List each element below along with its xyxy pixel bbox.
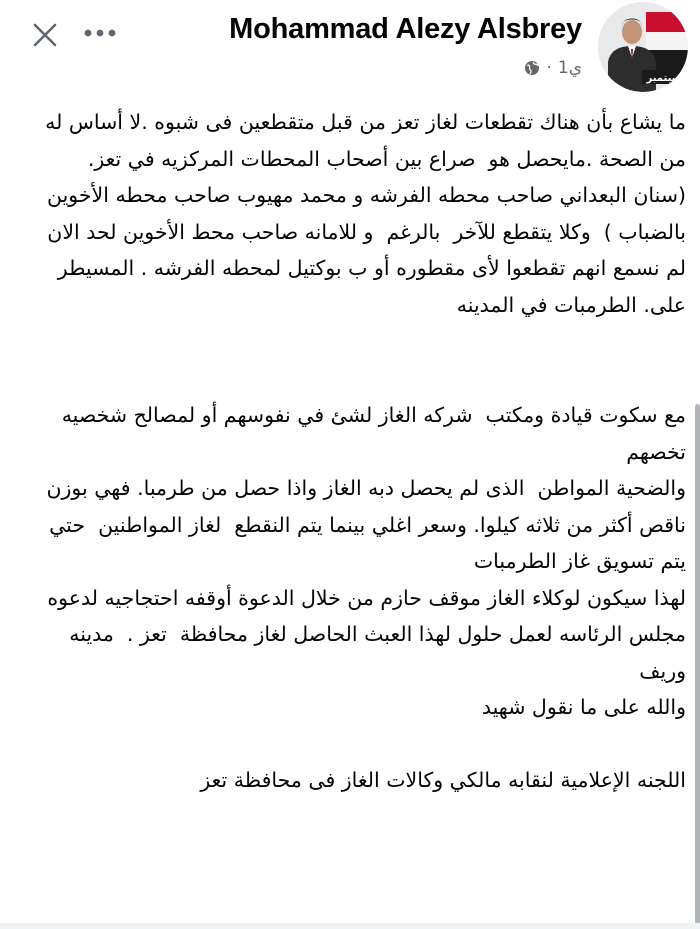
avatar-caption: سبتمبر (646, 73, 682, 84)
meta-separator: · (546, 58, 552, 78)
paragraph-spacer (30, 726, 686, 762)
post-text (30, 104, 686, 798)
avatar[interactable] (598, 2, 688, 92)
bottom-divider (0, 923, 700, 929)
post-signature: اللجنه الإعلامية لنقابه مالكي وكالات الغاز فى محافظة تعز (200, 767, 686, 792)
close-button[interactable] (30, 20, 60, 50)
globe-icon[interactable] (524, 60, 540, 76)
paragraph-spacer (30, 323, 686, 397)
post-time[interactable]: 1ي (557, 58, 582, 78)
post-paragraph-1: ما يشاع بأن هناك تقطعات لغاز تعز من قبل متقطعين فى شبوه .لا أساس له من الصحة .مايحصل هو صراع بين أصحاب المحطات المركزيه في تعز. (سنان البعداني صاحب محطه الفرشه و محمد مهيوب صاحب محطه الأخوين بالضباب ) وكلا يتقطع للآخر بالرغم و للامانه صاحب محط الأخوين لحد الان لم نسمع انهم تقطعوا لأى مقطوره أو ب بوكتيل لمحطه الفرشه . المسيطر على. الطرمبات في المدينه (38, 110, 686, 317)
scrollbar[interactable] (695, 404, 700, 924)
close-icon (30, 20, 60, 50)
post-meta (524, 58, 582, 78)
author-name[interactable]: Mohammad Alezy Alsbrey (229, 13, 582, 45)
post-paragraph-2: مع سكوت قيادة ومكتب شركه الغاز لشئ في نفوسهم أو لمصالح شخصيه تخصهم والضحية المواطن الذى لم يحصل دبه الغاز واذا حصل من طرمبا. فهي بوزن ناقص أكثر من ثلاثه كيلوا. وسعر اغلي بينما يتم النقطع لغاز المواطنين حتي يتم تسويق غاز الطرمبات لهذا سيكون لوكلاء الغاز موقف حازم من خلال الدعوة أوقفه احتجاجيه لدعوه مجلس الرئاسه لعمل حلول لهذا العبث الحاصل لغاز محافظة تعز . مدينه وريف والله على ما نقول شهيد (46, 403, 686, 719)
profile-photo (598, 2, 688, 92)
more-horizontal-icon (80, 28, 120, 38)
more-options-button[interactable] (78, 18, 122, 48)
